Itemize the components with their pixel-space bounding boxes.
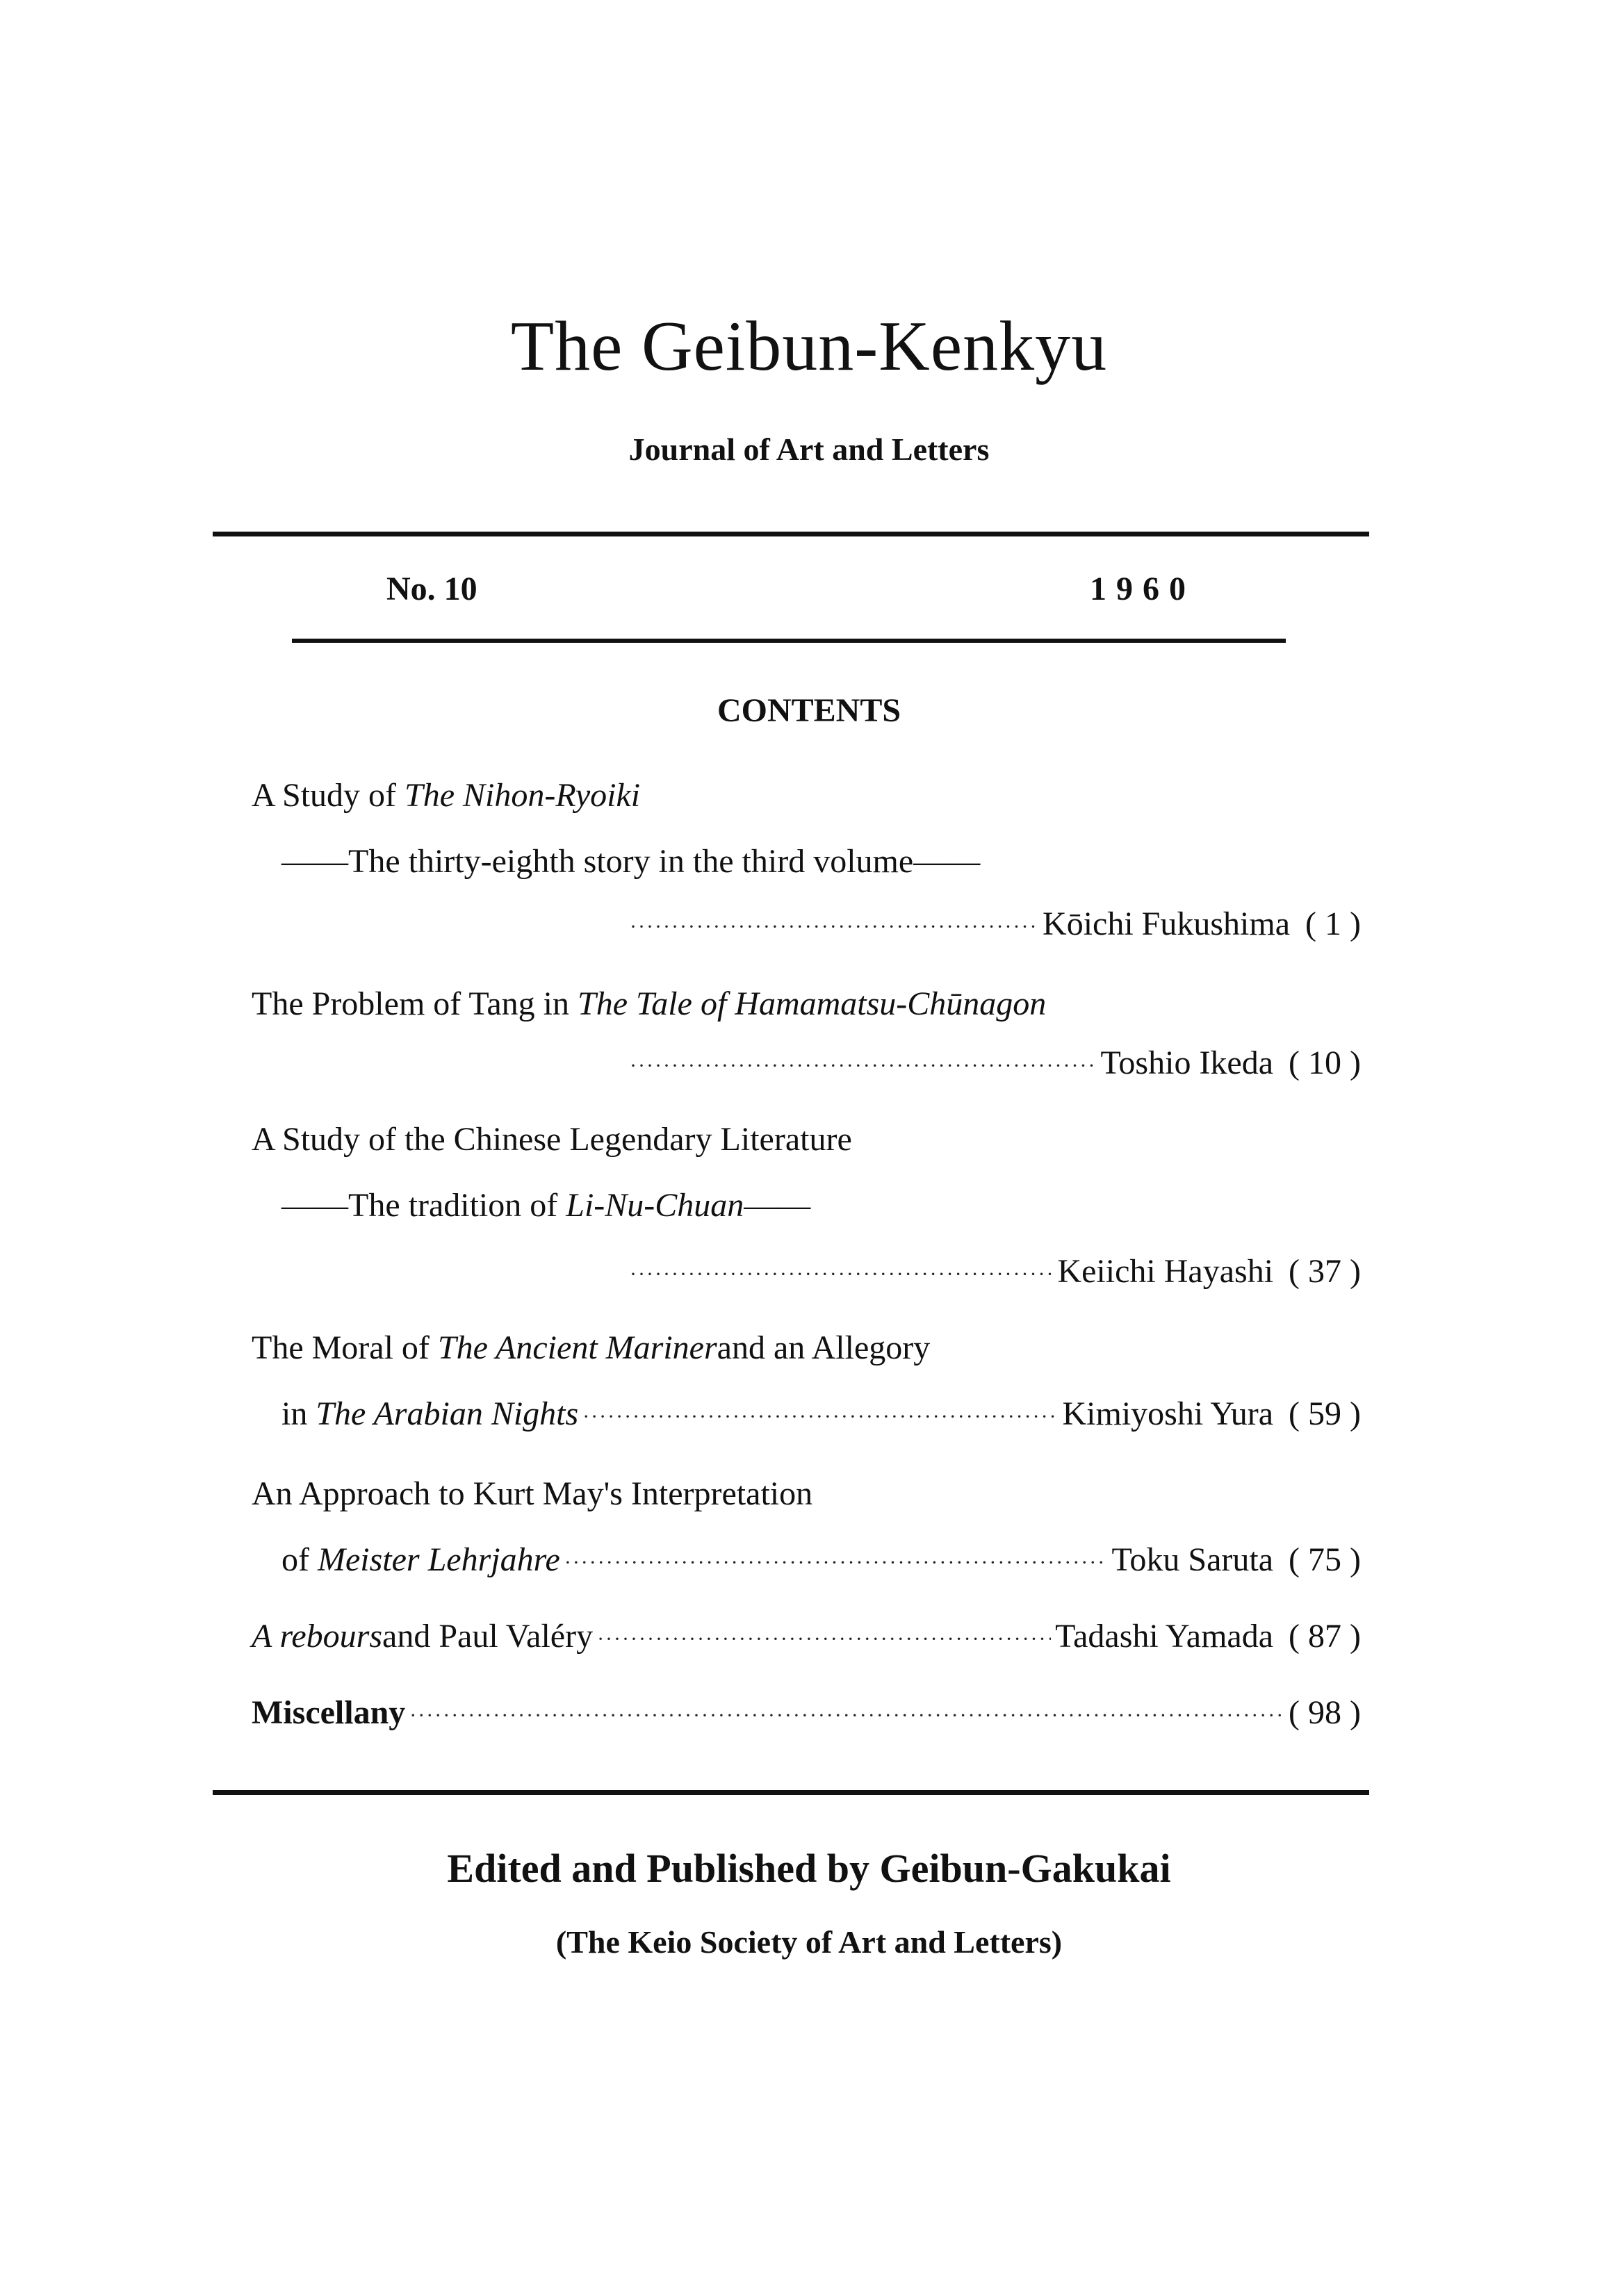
publisher-line: Edited and Published by Geibun-Gakukai [447, 1846, 1171, 1891]
dot-leader [630, 1042, 1096, 1087]
toc-entry-2-title [252, 983, 1361, 1025]
entry-title-text: A Study of [252, 777, 397, 814]
toc-entry-5-author-line [281, 1539, 1361, 1581]
bottom-rule [213, 1790, 1369, 1795]
entry-line2-italic: Meister Lehrjahre [317, 1541, 560, 1578]
entry-subtitle-italic: Li-Nu-Chuan [566, 1187, 744, 1224]
toc-entry-6 [252, 1616, 1361, 1657]
entry-author: Tadashi Yamada [1055, 1618, 1274, 1655]
dot-leader [582, 1393, 1058, 1438]
entry-page: ( 98 ) [1289, 1694, 1361, 1731]
journal-subtitle: Journal of Art and Letters [628, 432, 990, 467]
dot-leader [630, 1251, 1053, 1295]
entry-page: ( 1 ) [1305, 905, 1361, 942]
toc-entry-3-author-line [626, 1251, 1361, 1293]
entry-subtitle: ——The tradition of [281, 1187, 558, 1224]
toc-entry-2-author-line [626, 1042, 1361, 1084]
top-rule [213, 532, 1369, 536]
entry-page: ( 87 ) [1289, 1618, 1361, 1655]
toc-entry-1-subtitle [281, 841, 1361, 883]
entry-title-italic: A rebours [252, 1618, 383, 1655]
entry-author: Kimiyoshi Yura [1062, 1395, 1274, 1432]
toc-entry-3-subtitle [281, 1185, 1361, 1227]
toc-entry-4-author-line [281, 1393, 1361, 1435]
entry-subtitle-end: —— [744, 1187, 811, 1224]
entry-title-italic: The Ancient Mariner [437, 1329, 717, 1366]
toc-entry-7 [252, 1692, 1361, 1734]
entry-title-bold: Miscellany [252, 1694, 406, 1731]
journal-title: The Geibun-Kenkyu [510, 307, 1108, 386]
entry-title-italic: The Tale of Hamamatsu-Chūnagon [578, 985, 1047, 1022]
entry-page: ( 59 ) [1289, 1395, 1361, 1432]
entry-page: ( 10 ) [1289, 1044, 1361, 1081]
contents-heading: CONTENTS [717, 692, 901, 729]
issue-number: No. 10 [386, 571, 477, 607]
entry-subtitle: ——The thirty-eighth story in the third volume—— [281, 843, 981, 880]
toc-entry-3-title [252, 1119, 1361, 1161]
entry-title-text: A Study of the Chinese Legendary Literature [252, 1121, 852, 1158]
entry-title-text: An Approach to Kurt May's Interpretation [252, 1475, 813, 1512]
entry-author: Toku Saruta [1111, 1541, 1274, 1578]
dot-leader [597, 1616, 1051, 1660]
entry-page: ( 75 ) [1289, 1541, 1361, 1578]
entry-title-end: and an Allegory [717, 1329, 931, 1366]
entry-line2-text: in [281, 1395, 308, 1432]
entry-title-text: The Problem of Tang in [252, 985, 570, 1022]
entry-page: ( 37 ) [1289, 1253, 1361, 1290]
entry-author: Kōichi Fukushima [1043, 905, 1291, 942]
toc-entry-4-title [252, 1327, 1361, 1369]
entry-title-text: The Moral of [252, 1329, 430, 1366]
entry-author: Toshio Ikeda [1100, 1044, 1274, 1081]
toc-entry-5-title [252, 1473, 1361, 1515]
toc-entry-1-author-line [626, 903, 1361, 945]
toc-entry-1-title [252, 775, 1361, 817]
issue-year: 1960 [1090, 571, 1195, 607]
publisher-society: (The Keio Society of Art and Letters) [555, 1924, 1063, 1960]
issue-rule [292, 639, 1286, 643]
dot-leader [409, 1692, 1284, 1737]
dot-leader [564, 1539, 1108, 1584]
dot-leader [630, 903, 1038, 948]
entry-title-italic: The Nihon-Ryoiki [404, 777, 641, 814]
entry-title-end: and Paul Valéry [382, 1618, 594, 1655]
entry-author: Keiichi Hayashi [1057, 1253, 1274, 1290]
entry-line2-italic: The Arabian Nights [316, 1395, 579, 1432]
entry-line2-text: of [281, 1541, 309, 1578]
